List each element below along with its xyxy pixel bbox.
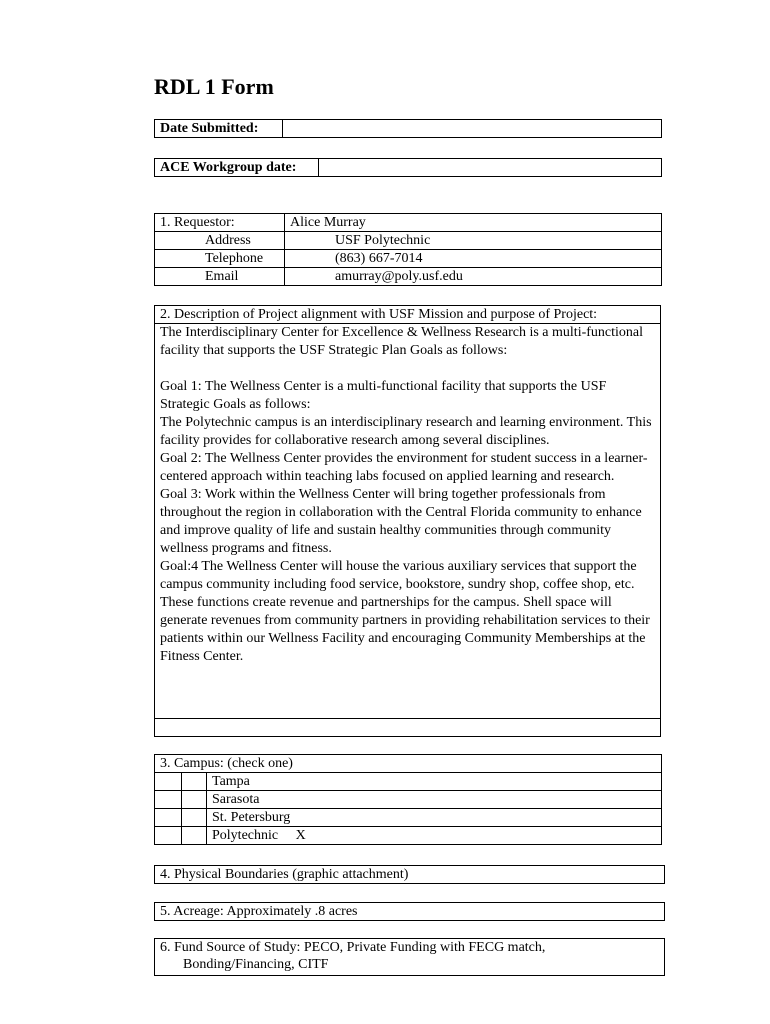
campus-st-petersburg-label: St. Petersburg xyxy=(207,809,662,827)
campus-st-petersburg-check[interactable] xyxy=(155,809,182,827)
campus-sarasota-mark[interactable] xyxy=(182,791,207,809)
ace-workgroup-label: ACE Workgroup date: xyxy=(155,159,319,177)
campus-sarasota-check[interactable] xyxy=(155,791,182,809)
campus-heading: 3. Campus: (check one) xyxy=(155,755,662,773)
address-label: Address xyxy=(155,232,285,250)
campus-st-petersburg-mark[interactable] xyxy=(182,809,207,827)
physical-boundaries-label: 4. Physical Boundaries (graphic attachment) xyxy=(160,867,409,882)
physical-boundaries-row xyxy=(154,865,665,884)
goal-1: Goal 1: The Wellness Center is a multi-functional facility that supports the USF Strategic Goals as follows: xyxy=(160,379,607,412)
fund-source-line-2: Bonding/Financing, CITF xyxy=(183,957,329,972)
campus-sarasota-label: Sarasota xyxy=(207,791,662,809)
campus-polytechnic-label: Polytechnic X xyxy=(207,827,662,845)
telephone-label: Telephone xyxy=(155,250,285,268)
requestor-table xyxy=(154,213,662,286)
goal-4: Goal:4 The Wellness Center will house the various auxiliary services that support the campus community including food service, bookstore, sundry shop, coffee shop, etc. These functions create revenue and partnerships for the campus. Shell space will generate revenues from community partners in providing rehabilitation services to their patients within our Wellness Facility and encouraging Community Memberships at the Fitness Center. xyxy=(160,559,650,664)
campus-polytechnic-check[interactable] xyxy=(155,827,182,845)
campus-polytechnic-mark[interactable] xyxy=(182,827,207,845)
description-heading: 2. Description of Project alignment with USF Mission and purpose of Project: xyxy=(155,306,660,324)
address-value: USF Polytechnic xyxy=(285,232,662,250)
email-label: Email xyxy=(155,268,285,286)
campus-tampa-check[interactable] xyxy=(155,773,182,791)
description-body xyxy=(155,324,660,666)
requestor-label: 1. Requestor: xyxy=(155,214,285,232)
date-submitted-label: Date Submitted: xyxy=(155,120,283,138)
date-submitted-table xyxy=(154,119,662,138)
date-submitted-field[interactable] xyxy=(283,120,662,138)
goal-1-detail: The Polytechnic campus is an interdisciplinary research and learning environment. This facility provides for collaborative research among several disciplines. xyxy=(160,415,652,448)
campus-table xyxy=(154,754,662,845)
goal-3: Goal 3: Work within the Wellness Center will bring together professionals from throughout the region in collaboration with the Central Florida community to enhance and improve quality of life and sustain healthy communities through community wellness programs and fitness. xyxy=(160,487,642,556)
page-title: RDL 1 Form xyxy=(154,74,274,99)
ace-workgroup-field[interactable] xyxy=(319,159,662,177)
fund-source-line-1: 6. Fund Source of Study: PECO, Private Funding with FECG match, xyxy=(160,940,546,955)
goal-2: Goal 2: The Wellness Center provides the environment for student success in a learner-centered approach within teaching labs focused on applied learning and research. xyxy=(160,451,648,484)
telephone-value: (863) 667-7014 xyxy=(285,250,662,268)
email-value: amurray@poly.usf.edu xyxy=(285,268,662,286)
acreage-label: 5. Acreage: Approximately .8 acres xyxy=(160,904,358,919)
requestor-value: Alice Murray xyxy=(285,214,662,232)
fund-source-row xyxy=(154,938,665,976)
description-footer-row xyxy=(155,718,660,736)
campus-tampa-mark[interactable] xyxy=(182,773,207,791)
campus-tampa-label: Tampa xyxy=(207,773,662,791)
description-section xyxy=(154,305,661,737)
ace-workgroup-table xyxy=(154,158,662,177)
description-intro: The Interdisciplinary Center for Excellence & Wellness Research is a multi-functional facility that supports the USF Strategic Plan Goals as follows: xyxy=(160,325,643,358)
acreage-row xyxy=(154,902,665,921)
